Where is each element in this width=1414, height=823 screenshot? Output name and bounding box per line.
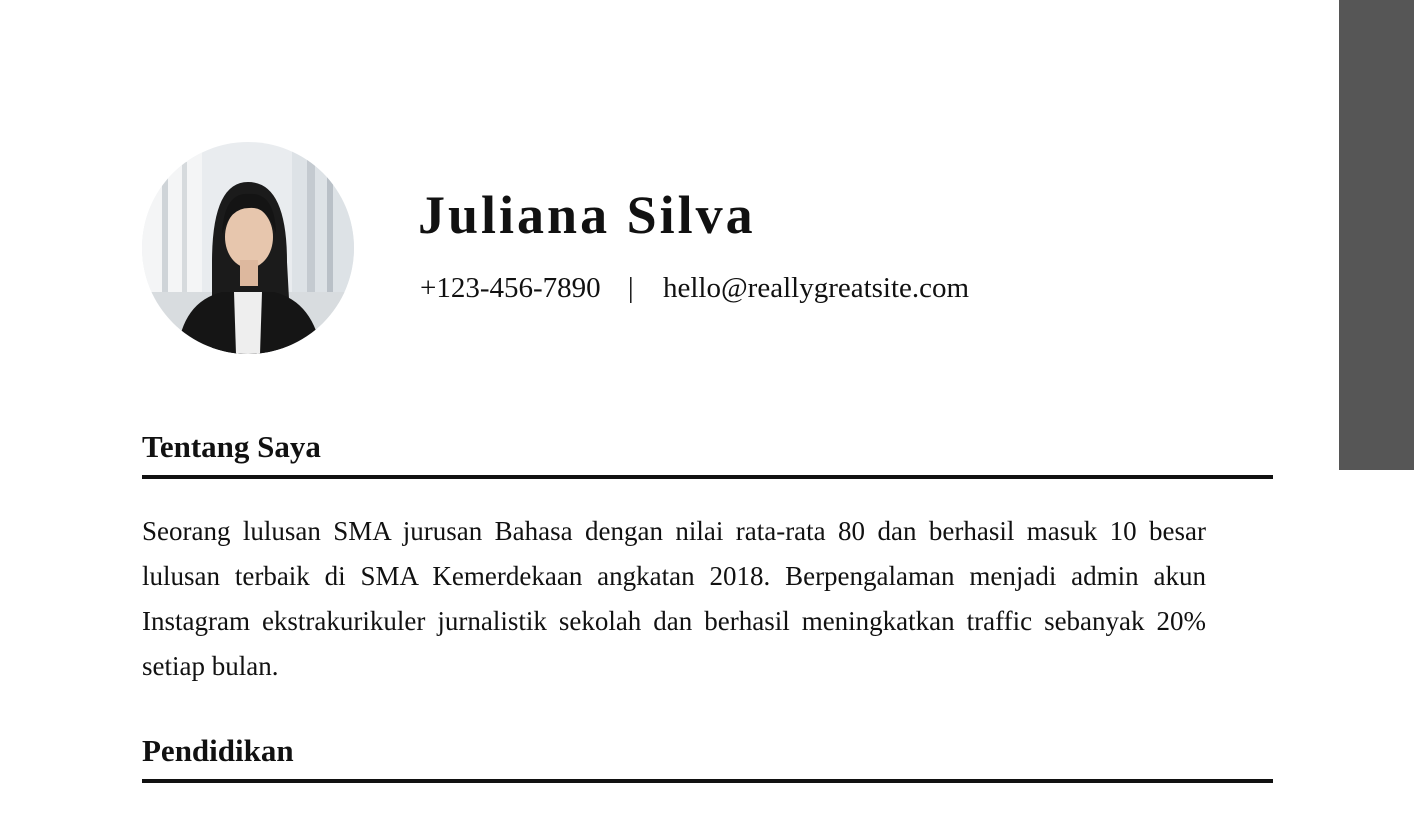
contact-line [420,270,969,306]
about-section-divider [142,475,1273,479]
side-accent-bar [1339,0,1414,470]
contact-separator: | [627,272,634,304]
about-section-title: Tentang Saya [142,429,321,464]
about-paragraph: Seorang lulusan SMA jurusan Bahasa dengan nilai rata-rata 80 dan berhasil masuk 10 besar lulusan terbaik di SMA Kemerdekaan angkatan 2018. Berpengalaman menjadi admin akun Instagram ekstrakurikuler jurnalistik sekolah dan berhasil meningkatkan traffic sebanyak 20% setiap bulan. [142,516,1206,681]
candidate-name: Juliana Silva [418,185,756,245]
email-address: hello@reallygreatsite.com [662,272,970,304]
education-section-divider [142,779,1273,783]
profile-photo [142,142,354,354]
phone-number: +123-456-7890 [420,272,601,304]
education-section-title: Pendidikan [142,733,294,768]
